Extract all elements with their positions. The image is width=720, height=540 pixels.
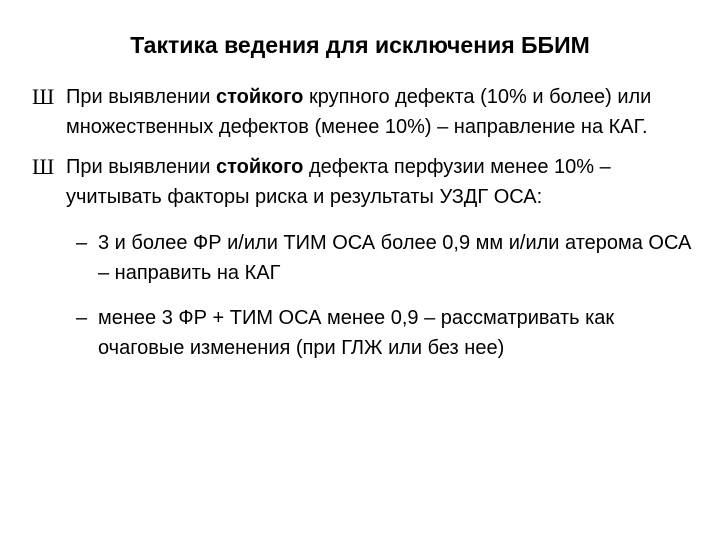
bullet-emphasis: стойкого — [215, 86, 304, 108]
bullet-item — [32, 82, 702, 142]
slide-title: Тактика ведения для исключения ББИМ — [130, 32, 590, 58]
bullet-text — [66, 152, 702, 212]
sub-bullet-text: 3 и более ФР и/или ТИМ ОСА более 0,9 мм и/или атерома ОСА – направить на КАГ — [98, 232, 692, 284]
bullet-text-start: При выявлении — [66, 156, 216, 178]
bullet-text-end: дефекта перфузии менее 10% – учитывать факторы риска и результаты УЗДГ ОСА: — [66, 156, 611, 208]
sub-bullet-text: менее 3 ФР + ТИМ ОСА менее 0,9 – рассматривать как очаговые изменения (при ГЛЖ или без нее) — [98, 307, 615, 359]
bullet-item — [32, 152, 702, 212]
bullet-marker: Ш — [32, 84, 55, 109]
bullet-marker: Ш — [32, 154, 55, 179]
sub-bullet-list — [32, 228, 702, 363]
bullet-text-start: При выявлении — [66, 86, 216, 108]
sub-bullet-item — [76, 228, 702, 288]
slide-content — [32, 82, 702, 378]
bullet-emphasis: стойкого — [215, 156, 304, 178]
bullet-text — [66, 82, 702, 142]
sub-bullet-marker: – — [76, 232, 88, 254]
sub-bullet-marker: – — [76, 307, 88, 329]
bullet-text-end: крупного дефекта (10% и более) или множественных дефектов (менее 10%) – направление на КАГ. — [66, 86, 652, 138]
sub-bullet-item — [76, 303, 702, 363]
